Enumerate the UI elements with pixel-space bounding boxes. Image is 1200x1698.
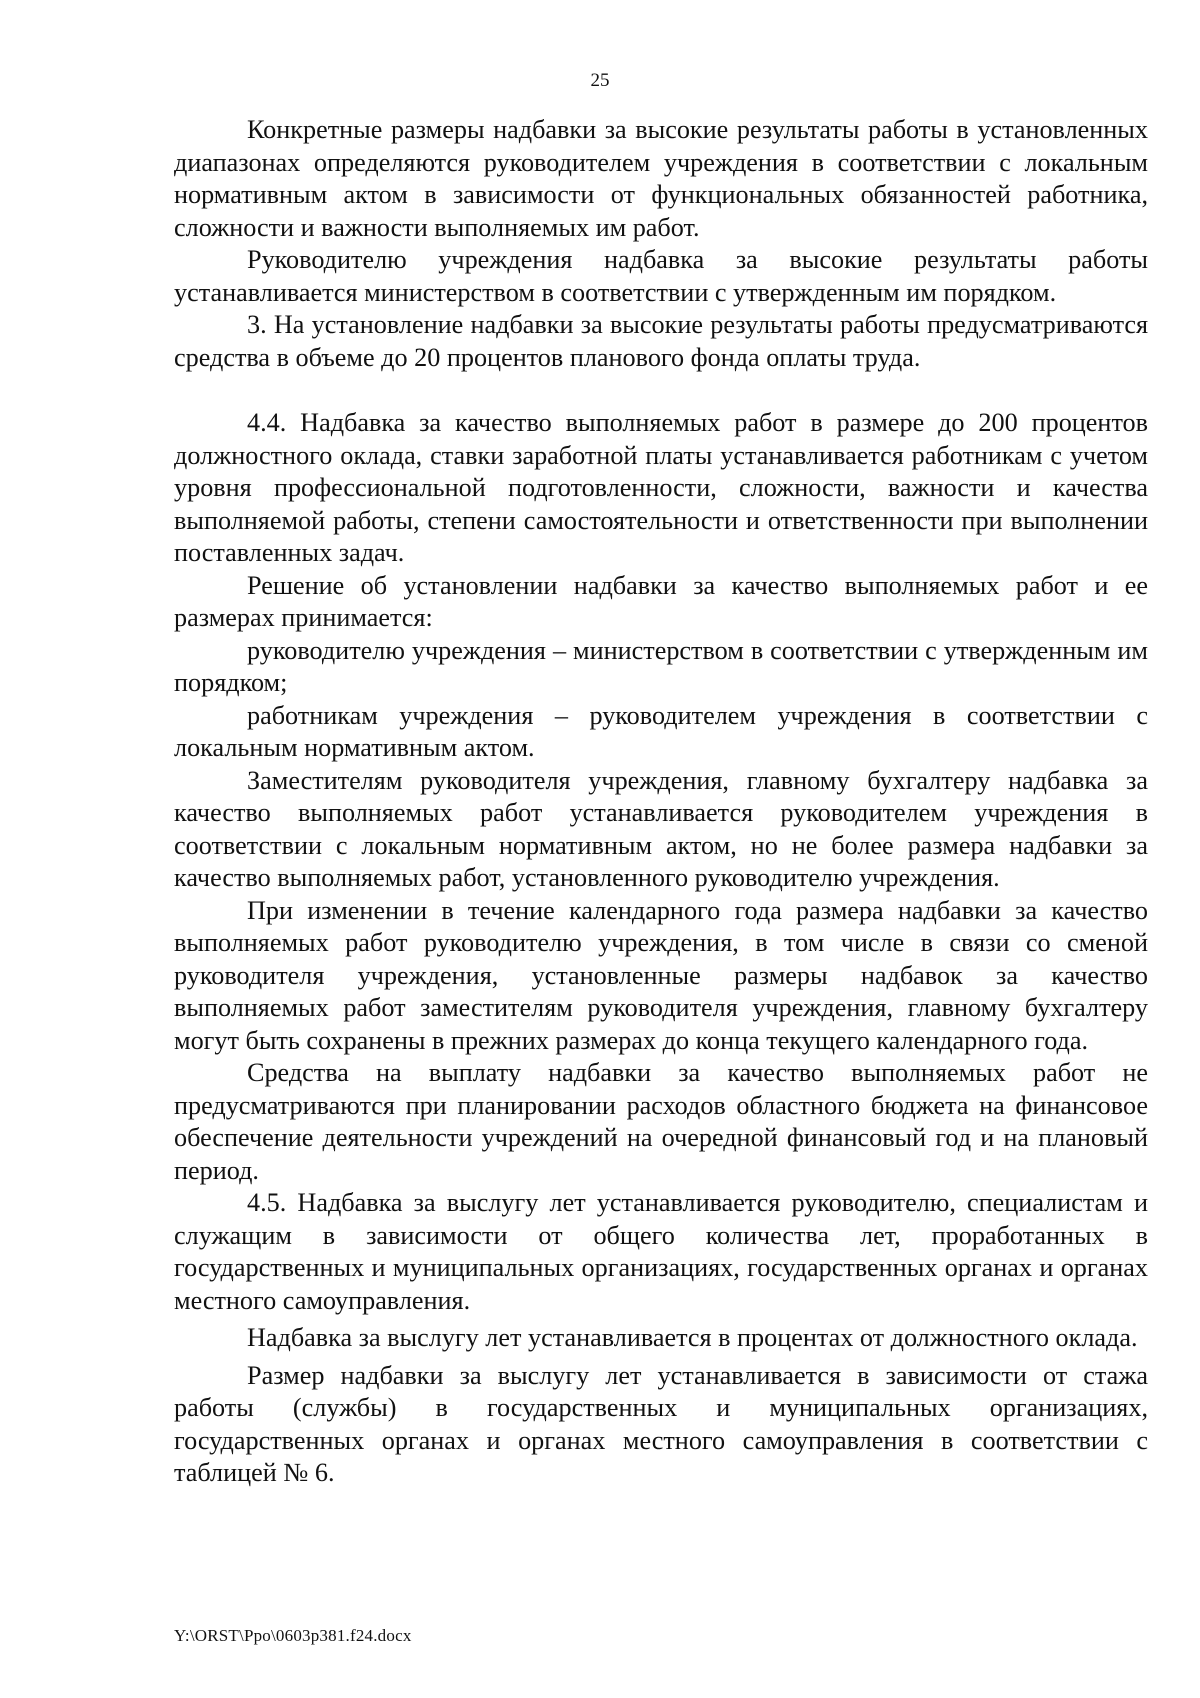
file-path-footer: Y:\ORST\Ppo\0603p381.f24.docx [174,1626,412,1645]
paragraph-change-during-year: При изменении в течение календарного года размера надбавки за качество выполняемых работ руководителю учреждения, в том числе в связи со сменой руководителя учреждения, установленные размеры надбавок за качество выполняемых работ заместителям руководителя учреждения, главному бухгалтеру могут быть сохранены в прежних размерах до конца текущего календарного года. [174,895,1148,1055]
paragraph-bonus-sizes: Конкретные размеры надбавки за высокие результаты работы в установленных диапазонах определяются руководителем учреждения в соответствии с локальным нормативным актом в зависимости от функциональных обязанностей работника, сложности и важности выполняемых им работ. [174,115,1148,242]
paragraph-funding-20-percent: 3. На установление надбавки за высокие результаты работы предусматриваются средства в объеме до 20 процентов планового фонда оплаты труда. [174,310,1148,372]
paragraph-deputies: Заместителям руководителя учреждения, главному бухгалтеру надбавка за качество выполняемых работ устанавливается руководителем учреждения в соответствии с локальным нормативным актом, но не более размера надбавки за качество выполняемых работ, установленного руководителю учреждения. [174,765,1148,892]
document-body [174,114,1148,1490]
page-number: 25 [590,70,610,91]
paragraph-table-6: Размер надбавки за выслугу лет устанавливается в зависимости от стажа работы (службы) в государственных и муниципальных организациях, государственных органах и органах местного самоуправления в соответствии с таблицей № 6. [174,1360,1148,1487]
paragraph-section-4-4: 4.4. Надбавка за качество выполняемых работ в размере до 200 процентов должностного оклада, ставки заработной платы устанавливается работникам с учетом уровня профессиональной подготовленности, сложности, важности и качества выполняемой работы, степени самостоятельности и ответственности при выполнении поставленных задач. [174,408,1148,567]
paragraph-employees: работникам учреждения – руководителем учреждения в соответствии с локальным нормативным актом. [174,700,1148,762]
paragraph-decision: Решение об установлении надбавки за качество выполняемых работ и ее размерах принимается: [174,570,1148,632]
paragraph-head-bonus: Руководителю учреждения надбавка за высокие результаты работы устанавливается министерством в соответствии с утвержденным им порядком. [174,245,1148,307]
paragraph-head-ministry: руководителю учреждения – министерством в соответствии с утвержденным им порядком; [174,635,1148,697]
paragraph-section-4-5: 4.5. Надбавка за выслугу лет устанавливается руководителю, специалистам и служащим в зависимости от общего количества лет, проработанных в государственных и муниципальных организациях, государственных органах и органах местного самоуправления. [174,1188,1148,1315]
paragraph-percent-of-salary: Надбавка за выслугу лет устанавливается в процентах от должностного оклада. [247,1323,1138,1352]
paragraph-budget-planning: Средства на выплату надбавки за качество выполняемых работ не предусматриваются при планировании расходов областного бюджета на финансовое обеспечение деятельности учреждений на очередной финансовый год и на плановый период. [174,1058,1148,1185]
